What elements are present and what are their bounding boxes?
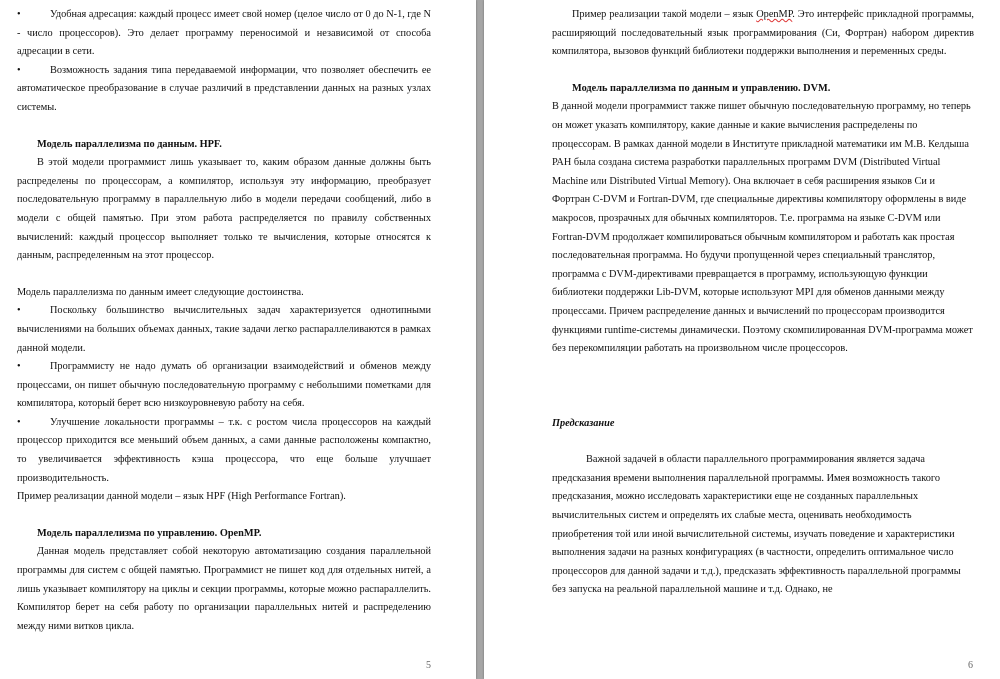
- section-heading-dvm: Модель параллелизма по данным и управлению. DVM.: [572, 82, 831, 94]
- bullet-text: Поскольку большинство вычислительных задач характеризуется однотипными вычислениями на больших объемах данных, такие задачи легко распараллеливаются в рамках данной модели.: [17, 305, 431, 354]
- list-item: [17, 6, 431, 62]
- page-number: 5: [426, 660, 431, 671]
- bullet-icon: •: [17, 9, 21, 20]
- bullet-icon: •: [17, 305, 21, 317]
- text-span: . Это интерфейс прикладной программы, расширяющий последовательный язык программирования (Си, Фортран) набором директив компилятора, вызовов функций библиотеки поддержки выполнения и переменных среды.: [552, 9, 974, 58]
- section-heading-openmp: Модель параллелизма по управлению. OpenMP.: [37, 527, 262, 539]
- spellcheck-word: OpenMP: [756, 9, 793, 20]
- paragraph-openmp-example: [552, 6, 974, 62]
- page-number: 6: [968, 660, 973, 671]
- document-page-6: [484, 0, 1000, 679]
- paragraph-dvm: В данной модели программист также пишет обычную последовательную программу, но теперь он может указать компилятору, какие данные и какие вычисления распределены по процессорам. В рамках данной модели в Институте прикладной математики им М.В. Келдыша РАН была создана система разработки параллельных программ DVM (Distributed Virtual Machine или Distributed Virtual Memory). Она включает в себя расширения языков Си и Фортран C-DVM и Fortran-DVM, где специальные директивы компилятору оформлены в виде макросов, прозрачных для обычных компиляторов. Т.е. программа на языке C-DVM или Fortran-DVM продолжает компилироваться обычным компилятором и работать как простая последовательная программа. Но будучи пропущенной через специальный транслятор, программа с DVM-директивами превращается в программу, использующую функции библиотеки поддержки Lib-DVM, которые используют MPI для обменов данными между процессами. Причем распределение данных и вычислений по процессорам производится функциями runtime-системы динамически. Поэтому скомпилированная DVM-программа может без перекомпиляции работать на произвольном числе процессоров.: [552, 101, 973, 355]
- list-item: [17, 414, 431, 488]
- bullet-text: Улучшение локальности программы – т.к. с ростом числа процессоров на каждый процессор приходится все меньший объем данных, а сами данные расположены компактно, то увеличивается эффективность кэша процессора, что еще больше улучшает производительность.: [17, 416, 431, 484]
- section-heading-prediction: Предсказание: [552, 417, 615, 429]
- bullet-text: Возможность задания типа передаваемой информации, что позволяет обеспечить ее автоматическое преобразование в случае различий в представлении данных на разных узлах системы.: [17, 64, 431, 113]
- advantages-intro: Модель параллелизма по данным имеет следующие достоинства.: [17, 286, 304, 298]
- bullet-text: Программисту не надо думать об организации взаимодействий и обменов между процессами, он пишет обычную последовательную программу с небольшими пометками для компилятора, который берет всю низкоуровневую работу на себя.: [17, 361, 431, 410]
- bullet-icon: •: [17, 64, 21, 76]
- text-span: Пример реализации такой модели – язык: [572, 9, 757, 20]
- list-item: [17, 62, 431, 118]
- list-item: [17, 302, 431, 358]
- paragraph-prediction: Важной задачей в области параллельного программирования является задача предсказания времени выполнения параллельной программы. Имея возможность такого предсказания, можно исследовать характеристики еще не созданных параллельных вычислительных систем и определять их слабые места, оценивать необходимость приобретения той или иной вычислительной системы, изучать поведение и характеристики выполнения задачи на разных конфигурациях (в частности, определить оптимальное число процессоров для данной задачи и т.д.), предсказать эффективность параллельной программы без запуска на реальной параллельной машине и т.д. Однако, не: [552, 454, 961, 596]
- bullet-icon: •: [17, 416, 21, 428]
- list-item: [17, 358, 431, 414]
- hpf-example: Пример реализации данной модели – язык HPF (High Performance Fortran).: [17, 491, 346, 503]
- page-content: [484, 0, 1000, 600]
- paragraph-openmp: Данная модель представляет собой некоторую автоматизацию создания параллельной программы для систем с общей памятью. Программист не пишет код для отдельных нитей, а лишь указывает компилятору на циклы и секции программы, которые можно распараллелить. Компилятор берет на себя работу по организации параллельных нитей и распределению между ними витков цикла.: [17, 546, 431, 632]
- paragraph-hpf: В этой модели программист лишь указывает то, каким образом данные должны быть распределены по процессорам, а компилятор, используя эту информацию, преобразует последовательную программу в параллельную либо в модели передачи сообщений, либо в модели с общей памятью. При этом работа распределяется по правилу собственных вычислений: каждый процессор выполняет только те вычисления, которые относятся к данным, распределенным на этот процессор.: [17, 157, 431, 262]
- section-heading-hpf: Модель параллелизма по данным. HPF.: [37, 138, 222, 150]
- bullet-icon: •: [17, 361, 21, 373]
- page-content: [0, 0, 476, 636]
- bullet-text: Удобная адресация: каждый процесс имеет свой номер (целое число от 0 до N-1, где N - число процессоров). Это делает программу переносимой и независимой от способа адресации в сети.: [17, 9, 431, 58]
- document-page-5: [0, 0, 476, 679]
